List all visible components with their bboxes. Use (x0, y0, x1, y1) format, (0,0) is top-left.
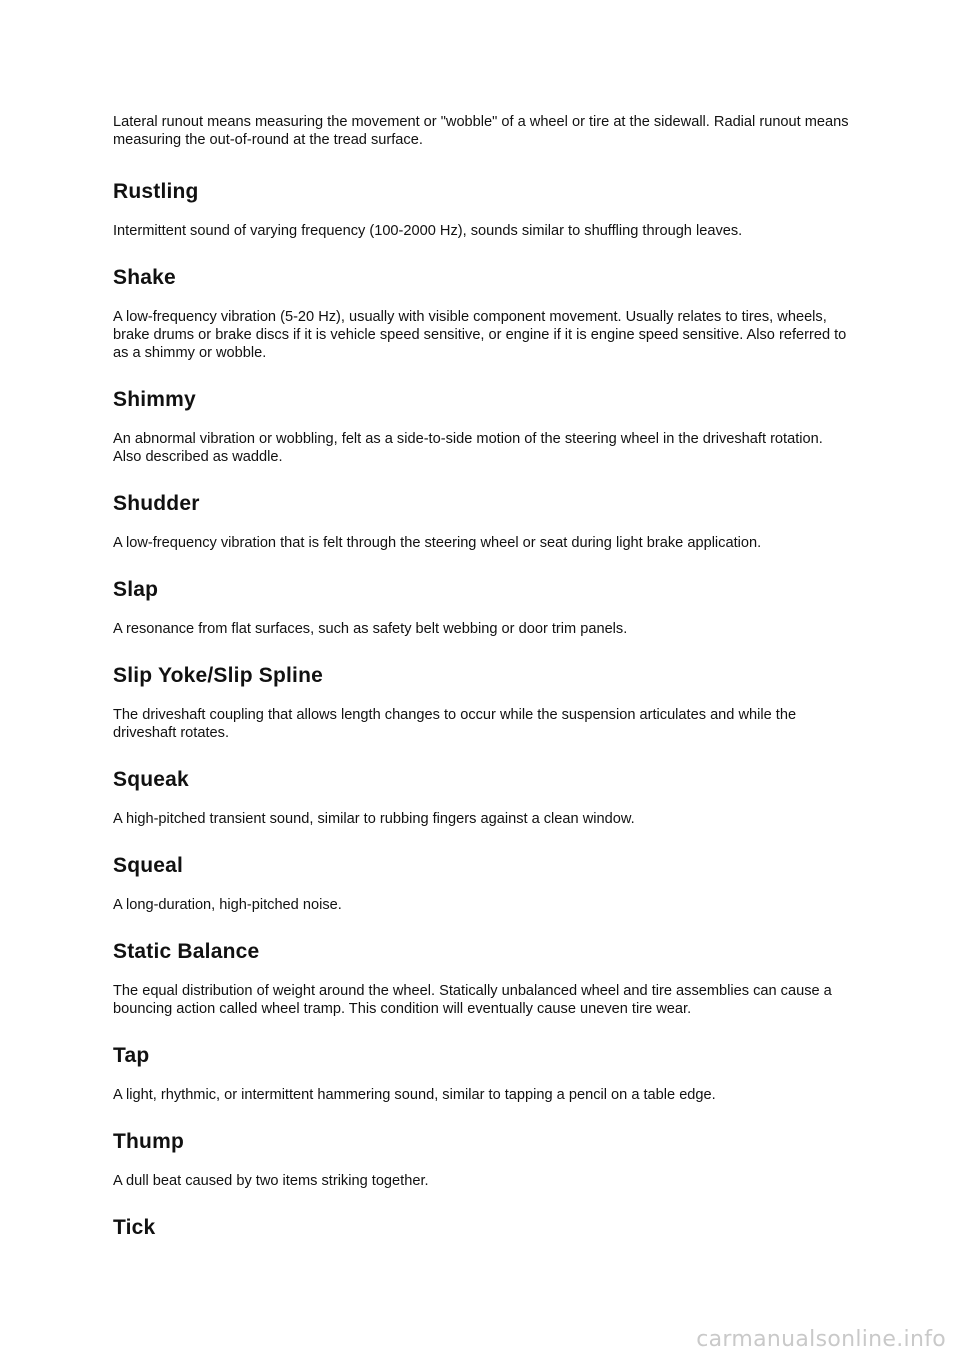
term-definition: A light, rhythmic, or intermittent hammering sound, similar to tapping a pencil on a table edge. (113, 1087, 716, 1103)
term-definition: A high-pitched transient sound, similar to rubbing fingers against a clean window. (113, 811, 635, 827)
term-heading: Shudder (113, 492, 200, 515)
glossary-entry-rustling (113, 179, 853, 240)
term-heading: Slip Yoke/Slip Spline (113, 664, 323, 687)
glossary-entry-tick (113, 1215, 853, 1241)
term-heading: Rustling (113, 180, 199, 203)
term-heading: Shake (113, 266, 176, 289)
glossary-entry-static-balance (113, 939, 853, 1018)
glossary-entry-squeak (113, 767, 853, 828)
term-heading: Squeak (113, 768, 189, 791)
term-heading: Thump (113, 1130, 184, 1153)
term-heading: Shimmy (113, 388, 196, 411)
glossary-entry-squeal (113, 853, 853, 914)
glossary-entry-slap (113, 577, 853, 638)
glossary-entry-shimmy (113, 387, 853, 466)
term-definition: The driveshaft coupling that allows length changes to occur while the suspension articulates and while the driveshaft rotates. (113, 707, 797, 741)
term-definition: A dull beat caused by two items striking together. (113, 1173, 429, 1189)
term-heading: Slap (113, 578, 159, 601)
term-definition: A low-frequency vibration (5-20 Hz), usually with visible component movement. Usually relates to tires, wheels, brake drums or brake discs if it is vehicle speed sensitive, or engine if it is engine speed sensitive. Also referred to as a shimmy or wobble. (113, 309, 847, 361)
term-definition: A resonance from flat surfaces, such as safety belt webbing or door trim panels. (113, 621, 628, 637)
glossary-entry-slip-yoke (113, 663, 853, 742)
glossary-entry-shake (113, 265, 853, 362)
term-definition: The equal distribution of weight around the wheel. Statically unbalanced wheel and tire assemblies can cause a bouncing action called wheel tramp. This condition will eventually cause uneven tire wear. (113, 983, 832, 1017)
document-page (113, 113, 853, 1241)
intro-paragraph: Lateral runout means measuring the movement or "wobble" of a wheel or tire at the sidewall. Radial runout means measuring the out-of-round at the tread surface. (113, 114, 849, 148)
term-heading: Tick (113, 1216, 156, 1239)
term-definition: An abnormal vibration or wobbling, felt as a side-to-side motion of the steering wheel in the driveshaft rotation. Also described as waddle. (113, 431, 823, 465)
term-definition: A low-frequency vibration that is felt through the steering wheel or seat during light brake application. (113, 535, 762, 551)
glossary-entry-thump (113, 1129, 853, 1190)
term-heading: Tap (113, 1044, 150, 1067)
term-definition: A long-duration, high-pitched noise. (113, 897, 342, 913)
term-heading: Static Balance (113, 940, 260, 963)
watermark-text: carmanualsonline.info (696, 1327, 946, 1352)
glossary-entry-tap (113, 1043, 853, 1104)
term-heading: Squeal (113, 854, 184, 877)
glossary-entry-shudder (113, 491, 853, 552)
term-definition: Intermittent sound of varying frequency (100-2000 Hz), sounds similar to shuffling through leaves. (113, 223, 743, 239)
